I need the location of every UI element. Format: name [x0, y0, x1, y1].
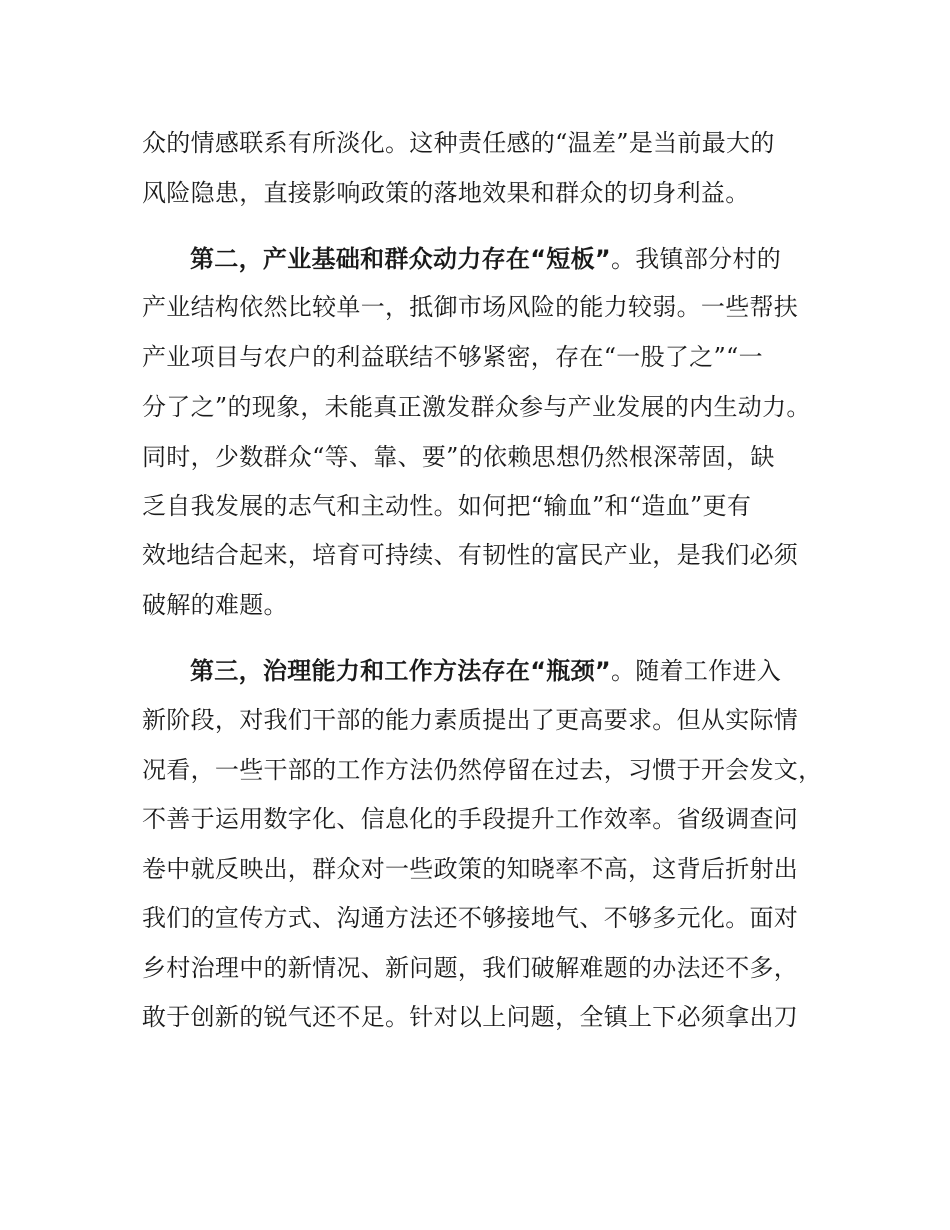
text-line: 乏自我发展的志气和主动性。如何把“输血”和“造血”更有 — [142, 492, 752, 520]
text-line: 风险隐患，直接影响政策的落地效果和群众的切身利益。 — [142, 179, 750, 207]
text-line: 敢于创新的锐气还不足。针对以上问题，全镇上下必须拿出刀 — [142, 1003, 799, 1031]
text-line: 破解的难题。 — [142, 591, 288, 619]
paragraph-first-line — [190, 244, 781, 274]
paragraph-heading: 第二，产业基础和群众动力存在“短板” — [190, 245, 611, 273]
text-line: 况看，一些干部的工作方法仍然停留在过去，习惯于开会发文， — [142, 756, 823, 784]
text-line: 产业项目与农户的利益联结不够紧密，存在“一股了之”“一 — [142, 343, 763, 371]
text-line: 同时，少数群众“等、靠、要”的依赖思想仍然根深蒂固，缺 — [142, 443, 775, 471]
text-line: 不善于运用数字化、信息化的手段提升工作效率。省级调查问 — [142, 805, 799, 833]
text-line: 卷中就反映出，群众对一些政策的知晓率不高，这背后折射出 — [142, 855, 799, 883]
text-line: 新阶段，对我们干部的能力素质提出了更高要求。但从实际情 — [142, 706, 799, 734]
text-line: 分了之”的现象，未能真正激发群众参与产业发展的内生动力。 — [142, 393, 811, 421]
text-line: 乡村治理中的新情况、新问题，我们破解难题的办法还不多， — [142, 954, 799, 982]
text-run: 。随着工作进入 — [610, 657, 782, 685]
text-line: 我们的宣传方式、沟通方法还不够接地气、不够多元化。面对 — [142, 904, 799, 932]
paragraph-first-line — [190, 656, 781, 686]
paragraph-heading: 第三，治理能力和工作方法存在“瓶颈” — [190, 657, 611, 685]
text-line: 效地结合起来，培育可持续、有韧性的富民产业，是我们必须 — [142, 541, 799, 569]
text-line: 众的情感联系有所淡化。这种责任感的“温差”是当前最大的 — [142, 129, 775, 157]
text-run: 。我镇部分村的 — [610, 245, 782, 273]
text-line: 产业结构依然比较单一，抵御市场风险的能力较弱。一些帮扶 — [142, 293, 799, 321]
